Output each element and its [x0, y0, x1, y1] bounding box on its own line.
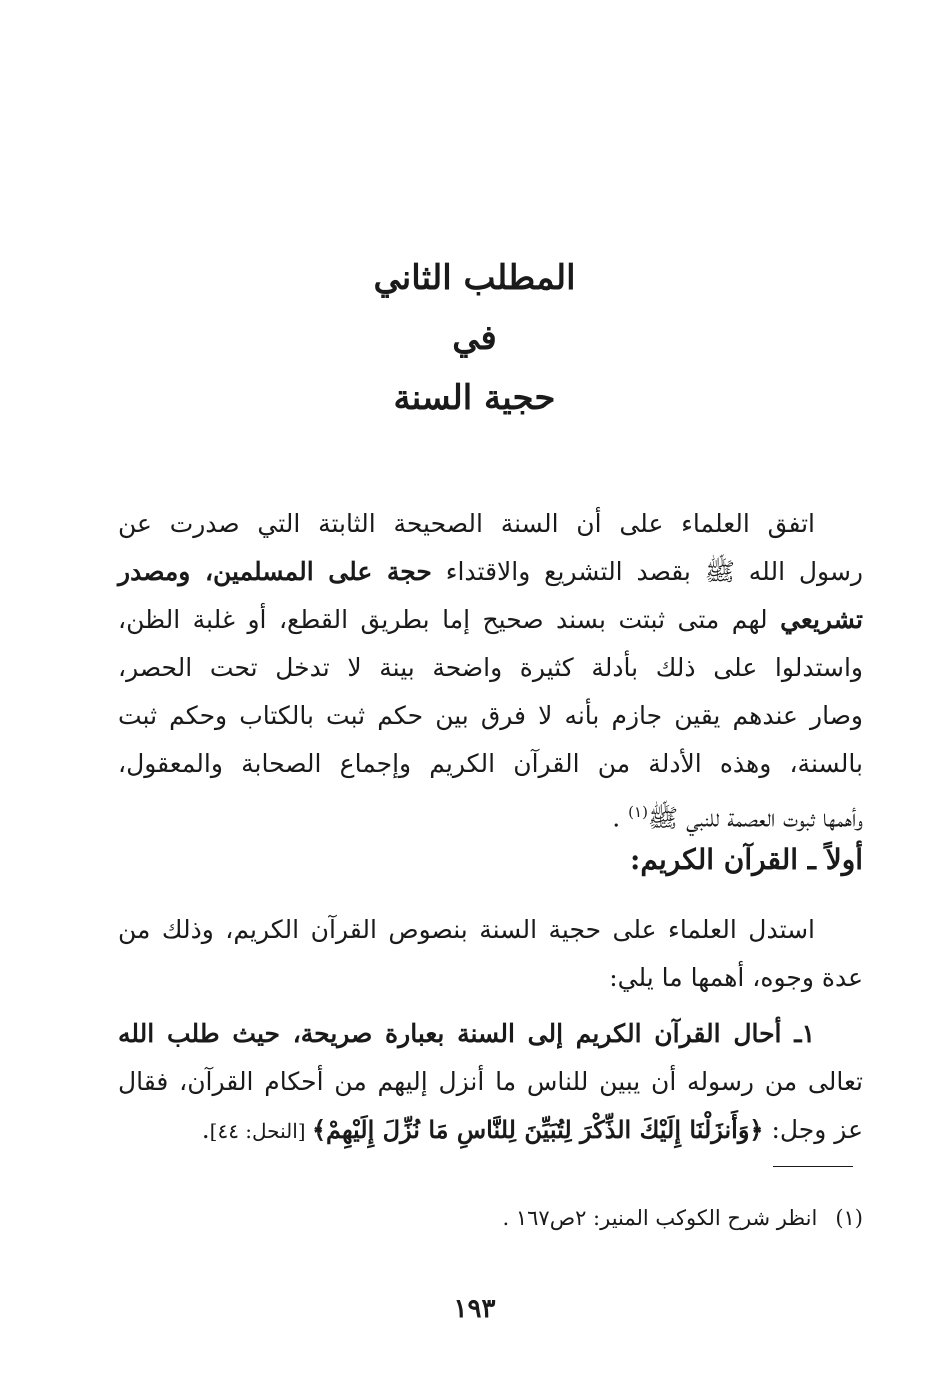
title-line-2: في	[452, 318, 497, 358]
paragraph-1	[118, 500, 863, 842]
paragraph-1-line-1: اتفق العلماء على أن السنة الصحيحة الثابتة التي صدرت عن	[118, 509, 815, 538]
text-run: وأهمها ثبوت العصمة للنبي ﷺ	[647, 803, 863, 833]
paragraph-2	[118, 906, 863, 1002]
footnote	[502, 1200, 863, 1236]
text-run: ، ومصدر	[118, 557, 214, 586]
paragraph-1-line-3	[118, 596, 863, 644]
title-line-3: حجية السنة	[393, 378, 556, 418]
text-run: رسول الله ﷺ بقصد التشريع والاقتداء	[431, 557, 863, 586]
footnote-reference[interactable]: (١)	[628, 803, 648, 821]
title-line-1: المطلب الثاني	[373, 258, 576, 298]
subheading-quran: أولاً ـ القرآن الكريم:	[630, 843, 863, 876]
paragraph-2-line-2: عدة وجوه، أهمها ما يلي:	[609, 963, 863, 992]
bold-phrase: حجة على المسلمين	[213, 557, 432, 586]
text-run: .	[612, 803, 629, 833]
verse-reference: [النحل: ٤٤]	[209, 1119, 312, 1143]
paragraph-1-line-2	[118, 548, 863, 596]
quran-verse: ﴿وَأَنزَلْنَا إِلَيْكَ الذِّكْرَ لِتُبَيِّنَ لِلنَّاسِ مَا نُزِّلَ إِلَيْهِمْ﴾	[311, 1115, 764, 1144]
text-run: ، حيث طلب الله	[118, 1019, 301, 1048]
paragraph-3-line-3	[118, 1106, 863, 1155]
bold-phrase: تشريعي	[780, 605, 863, 634]
bold-phrase: ١ـ أحال القرآن الكريم إلى السنة بعبارة صريحة	[300, 1019, 815, 1048]
text-run: عز وجل:	[763, 1115, 863, 1144]
paragraph-2-line-1: استدل العلماء على حجية السنة بنصوص القرآن الكريم، وذلك من	[118, 915, 815, 944]
paragraph-3-line-2: تعالى من رسوله أن يبين للناس ما أنزل إليهم من أحكام القرآن، فقال	[118, 1067, 863, 1096]
paragraph-1-line-6: بالسنة، وهذه الأدلة من القرآن الكريم وإجماع الصحابة والمعقول،	[118, 749, 863, 778]
text-run: لهم متى ثبتت بسند صحيح إما بطريق القطع، أو غلبة الظن،	[118, 605, 781, 634]
footnote-divider	[773, 1166, 853, 1167]
paragraph-1-line-5: وصار عندهم يقين جازم بأنه لا فرق بين حكم ثبت بالكتاب وحكم ثبت	[118, 701, 863, 730]
paragraph-3	[118, 1010, 863, 1155]
footnote-text: انظر شرح الكوكب المنير: ٢ص١٦٧ .	[502, 1206, 818, 1230]
text-run: .	[201, 1115, 210, 1144]
paragraph-1-line-7	[118, 788, 863, 842]
footnote-number: (١)	[835, 1206, 863, 1230]
section-title	[0, 248, 949, 428]
paragraph-1-line-4: واستدلوا على ذلك بأدلة كثيرة واضحة بينة لا تدخل تحت الحصر،	[118, 653, 863, 682]
paragraph-3-line-1	[118, 1010, 863, 1058]
page-number: ١٩٣	[453, 1294, 496, 1324]
